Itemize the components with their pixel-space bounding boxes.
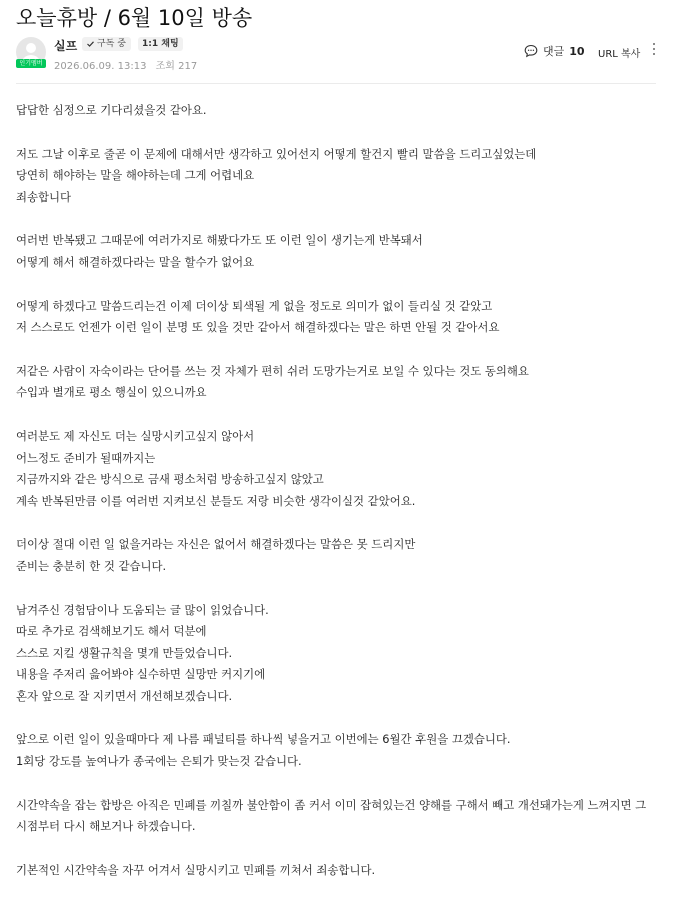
body-paragraph [16,426,666,512]
author-name[interactable]: 실프 [54,39,78,53]
comments-count: 10 [569,44,585,58]
body-line: 1회당 강도를 높여나가 종국에는 은퇴가 맞는것 같습니다. [16,754,302,769]
body-line: 저도 그날 이후로 줄곧 이 문제에 대해서만 생각하고 있어선지 어떻게 할건지 빨리 말씀을 드리고싶었는데 [16,146,537,161]
body-line: 여러번 반복됐고 그때문에 여러가지로 해봤다가도 또 이런 일이 생기는게 반복돼서 [16,233,423,248]
body-line: 저같은 사람이 자숙이라는 단어를 쓰는 것 자체가 편히 쉬러 도망가는거로 보일 수 있다는 것도 동의해요 [16,363,529,378]
body-line: 계속 반복된만큼 이를 여러번 지켜보신 분들도 저랑 비슷한 생각이실것 같았어요. [16,493,416,508]
comments-button[interactable] [524,43,585,59]
body-line: 준비는 충분히 한 것 같습니다. [16,558,167,573]
subscribe-button[interactable] [82,37,131,51]
body-line: 혼자 앞으로 잘 지키면서 개선해보겠습니다. [16,688,233,703]
body-paragraph [16,361,666,404]
body-line: 기본적인 시간약속을 자꾸 어겨서 실망시키고 민폐를 끼쳐서 죄송합니다. [16,862,376,877]
body-paragraph [16,100,666,122]
body-line: 저 스스로도 언젠가 이런 일이 분명 또 있을 것만 같아서 해결하겠다는 말은 하면 안될 것 같아서요 [16,320,500,335]
body-line: 스스로 지킬 생활규칙을 몇개 만들었습니다. [16,645,233,660]
body-line: 시간약속을 잡는 합방은 아직은 민폐를 끼칠까 불안함이 좀 커서 이미 잡혀있는건 양해를 구해서 빼고 개선돼가는게 느껴지면 그 [16,797,647,812]
body-paragraph [16,144,666,209]
body-line: 시점부터 다시 해보거나 하겠습니다. [16,819,196,834]
view-count: 조회 217 [155,61,198,72]
post-title: 오늘휴방 / 6월 10일 방송 [16,6,253,30]
more-vertical-icon[interactable] [650,43,658,57]
body-line: 내용을 주저리 읊어봐야 실수하면 실망만 커지기에 [16,667,266,682]
body-line: 어떻게 해서 해결하겠다라는 말을 할수가 없어요 [16,254,255,269]
comments-label: 댓글 [543,45,565,58]
body-line: 수입과 별개로 평소 행실이 있으니까요 [16,385,207,400]
body-line: 앞으로 이런 일이 있을때마다 제 나름 패널티를 하나씩 넣을거고 이번에는 6월간 후원을 끄겠습니다. [16,732,511,747]
member-badge: 인기멤버 [16,59,46,68]
body-paragraph [16,795,666,838]
body-line: 남겨주신 경험담이나 도움되는 글 많이 읽었습니다. [16,602,269,617]
body-line: 여러분도 제 자신도 더는 실망시키고싶지 않아서 [16,428,255,443]
body-paragraph [16,600,666,708]
check-icon [87,41,94,47]
speech-bubble-icon [524,44,538,58]
post-body [16,100,666,903]
body-paragraph [16,230,666,273]
body-paragraph [16,296,666,339]
body-paragraph [16,729,666,772]
body-paragraph [16,534,666,577]
subscribe-label: 구독 중 [97,39,126,49]
body-line: 더이상 절대 이런 일 없을거라는 자신은 없어서 해결하겠다는 말씀은 못 드리지만 [16,537,416,552]
chat-button[interactable]: 1:1 채팅 [138,37,183,51]
body-line: 어떻게 하겠다고 말씀드리는건 이제 더이상 퇴색될 게 없을 정도로 의미가 없이 들리실 것 같았고 [16,298,493,313]
body-line: 어느정도 준비가 될때까지는 [16,450,156,465]
body-line: 지금까지와 같은 방식으로 금새 평소처럼 방송하고싶지 않았고 [16,472,324,487]
header-divider [16,83,656,84]
body-line: 답답한 심정으로 기다리셨을것 같아요. [16,103,207,117]
post-datetime: 2026.06.09. 13:13 [54,61,147,72]
post-meta [54,57,197,72]
body-line: 따로 추가로 검색해보기도 해서 덕분에 [16,624,207,639]
url-copy-button[interactable]: URL 복사 [598,49,641,60]
body-paragraph [16,860,666,882]
body-line: 당연히 해야하는 말을 해야하는데 그게 어렵네요 [16,168,255,183]
body-line: 죄송합니다 [16,189,72,204]
